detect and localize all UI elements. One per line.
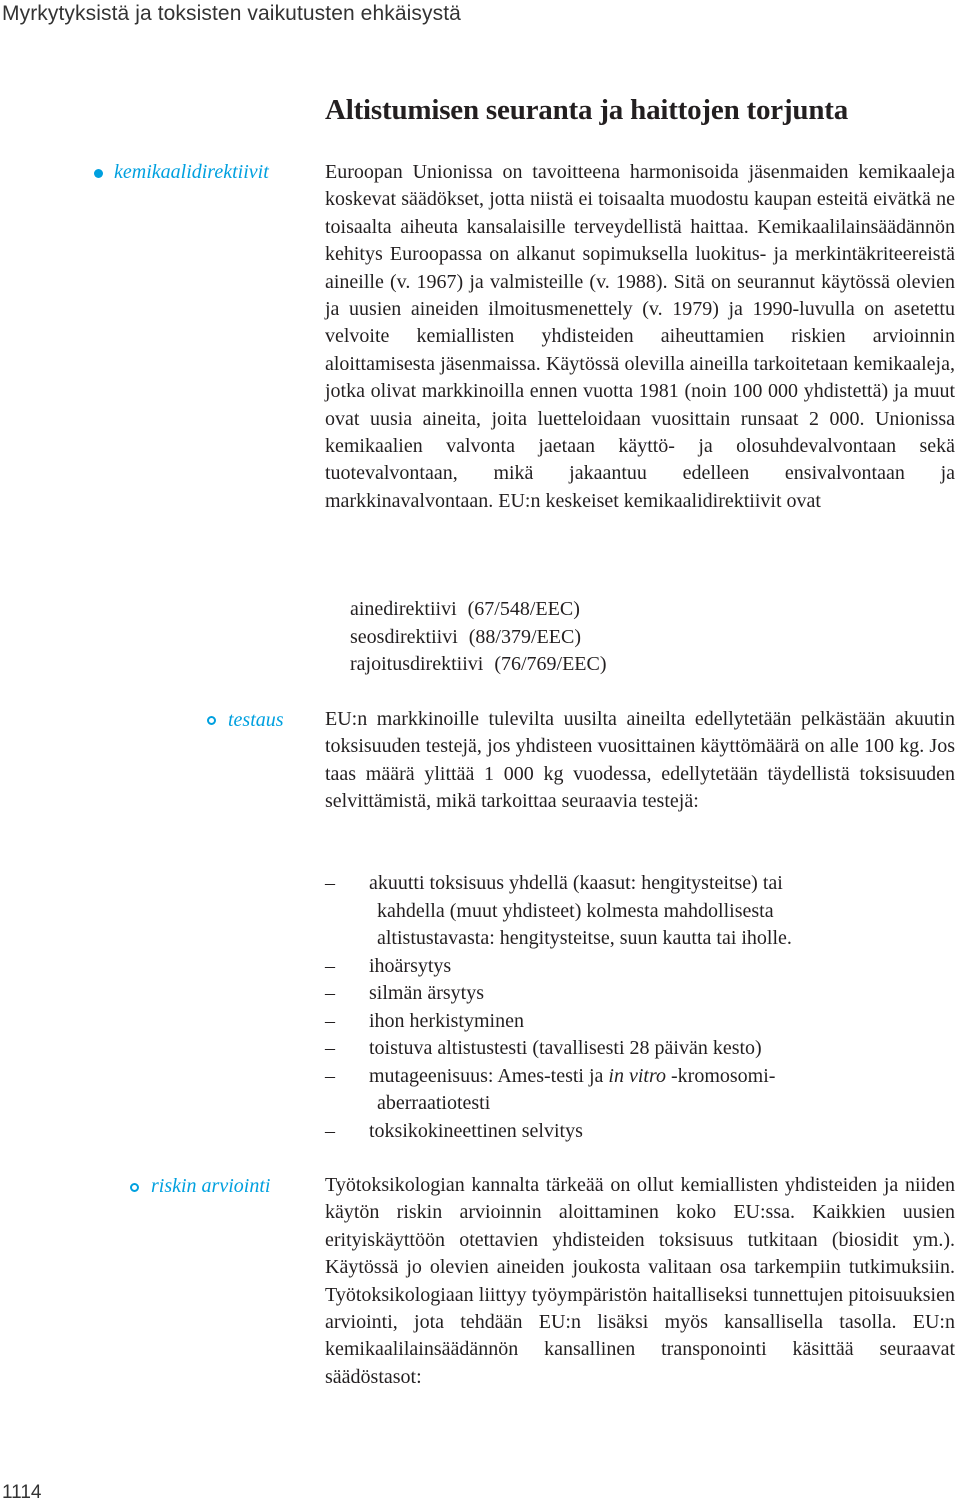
- test-line: silmän ärsytys: [369, 982, 484, 1004]
- dash-icon: –: [325, 872, 335, 894]
- test-text-italic: in vitro: [608, 1064, 666, 1087]
- test-line: aberraatiotesti: [377, 1092, 491, 1114]
- section-title: Altistumisen seuranta ja haittojen torjunta: [325, 94, 849, 126]
- page-number: 1114: [2, 1482, 42, 1503]
- test-item: [325, 1008, 955, 1036]
- directive-name: rajoitusdirektiivi: [350, 653, 484, 676]
- test-item: [325, 870, 955, 953]
- intro-paragraph: Euroopan Unionissa on tavoitteena harmonisoida jäsenmaiden kemikaaleja koskevat säädökset, jotta niistä ei toisaalta muodostu kaupan esteitä eivätkä ne toisaalta aiheuta kansalaisille terveydellistä haittaa. Kemikaalilainsäädännön kehitys Euroopassa on alkanut sopimuksella luokitus- ja merkintäkriteereistä aineille (v. 1967) ja valmisteille (v. 1988). Sitä on seurannut käytössä olevien ja uusien aineiden ilmoitusmenettely (v. 1979) ja 1990-luvulla on asetettu velvoite kemiallisten yhdisteiden aiheuttamien riskien arvioinnin aloittamisesta jäsenmaissa. Käytössä olevilla aineilla tarkoitetaan kemikaaleja, jotka olivat markkinoilla ennen vuotta 1981 (noin 100 000 yhdistettä) ja muut ovat uusia aineita, joita luetteloidaan vuosittain runsaat 2 000. Unionissa kemikaalien valvonta jaetaan käyttö- ja olosuhdevalvontaan sekä tuotevalvontaan, mikä jakaantuu edelleen ensivalvontaan ja markkinavalvontaan. EU:n keskeiset kemikaalidirektiivit ovat: [325, 161, 955, 512]
- dash-icon: –: [325, 954, 335, 977]
- directive-row: [350, 624, 607, 652]
- directive-list: [350, 596, 607, 679]
- test-item: [325, 1063, 955, 1118]
- directive-code: (67/548/EEC): [467, 598, 580, 620]
- dash-icon: –: [325, 982, 335, 1004]
- directive-row: [350, 651, 607, 679]
- bullet-dot-icon: [94, 169, 103, 178]
- test-item: [325, 1035, 955, 1063]
- test-text: -kromosomi-: [666, 1064, 776, 1087]
- riskin-arviointi-paragraph: Työtoksikologian kannalta tärkeää on ollut kemiallisten yhdisteiden ja niiden käytön riskin arvioinnin aloittaminen koko EU:ssa. Kaikkien uusien erityiskäyttöön otettavien yhdisteiden toksisuus tutkitaan (biosidit ym.). Käytössä jo olevien aineiden joukosta valitaan osa tarkempiin tutkimuksiin. Työtoksikologiaan liittyy työympäristön haitalliseksi tunnettujen pitoisuuksien arviointi, jota tehdään EU:n lisäksi myös kansallisella tasolla. EU:n kemikaalilainsäädännön kansallinen transponointi käsittää seuraavat säädöstasot:: [325, 1174, 955, 1388]
- test-line: toksikokineettinen selvitys: [369, 1119, 583, 1142]
- margin-label-kemikaalidirektiivit: kemikaalidirektiivit: [114, 161, 269, 183]
- testaus-paragraph: EU:n markkinoille tulevilta uusilta aineilta edellytetään pelkästään akuutin toksisuuden testejä, jos yhdisteen vuosittainen käyttömäärä on alle 100 kg. Jos taas määrä ylittää 1 000 kg vuodessa, edellytetään täydellistä toksisuuden selvittämistä, mikä tarkoittaa seuraavia testejä:: [325, 708, 955, 813]
- test-line: toistuva altistustesti (tavallisesti 28 päivän kesto): [369, 1037, 762, 1059]
- test-line: ihon herkistyminen: [369, 1009, 524, 1032]
- test-line: kahdella (muut yhdisteet) kolmesta mahdollisesta: [377, 899, 774, 922]
- directive-row: [350, 596, 607, 624]
- dash-icon: –: [325, 1119, 335, 1142]
- directive-code: (76/769/EEC): [494, 653, 607, 676]
- test-line: altistustavasta: hengitysteitse, suun kautta tai iholle.: [377, 927, 792, 949]
- dash-icon: –: [325, 1064, 335, 1087]
- directive-name: ainedirektiivi: [350, 598, 457, 620]
- test-line: [369, 1063, 955, 1091]
- test-item: [325, 1118, 955, 1146]
- margin-label-riskin-arviointi: riskin arviointi: [151, 1175, 271, 1197]
- dash-icon: –: [325, 1009, 335, 1032]
- test-line: ihoärsytys: [369, 954, 452, 977]
- test-list: [325, 870, 955, 1145]
- bullet-ring-icon: [207, 716, 216, 725]
- test-item: [325, 980, 955, 1008]
- bullet-ring-icon: [130, 1183, 139, 1192]
- test-line: akuutti toksisuus yhdellä (kaasut: hengitysteitse) tai: [369, 872, 783, 894]
- margin-label-testaus: testaus: [228, 709, 284, 731]
- running-header: Myrkytyksistä ja toksisten vaikutusten ehkäisystä: [2, 2, 461, 25]
- directive-name: seosdirektiivi: [350, 625, 458, 648]
- test-text: mutageenisuus: Ames-testi ja: [369, 1064, 609, 1087]
- test-item: [325, 953, 955, 981]
- directive-code: (88/379/EEC): [468, 625, 581, 648]
- dash-icon: –: [325, 1037, 335, 1059]
